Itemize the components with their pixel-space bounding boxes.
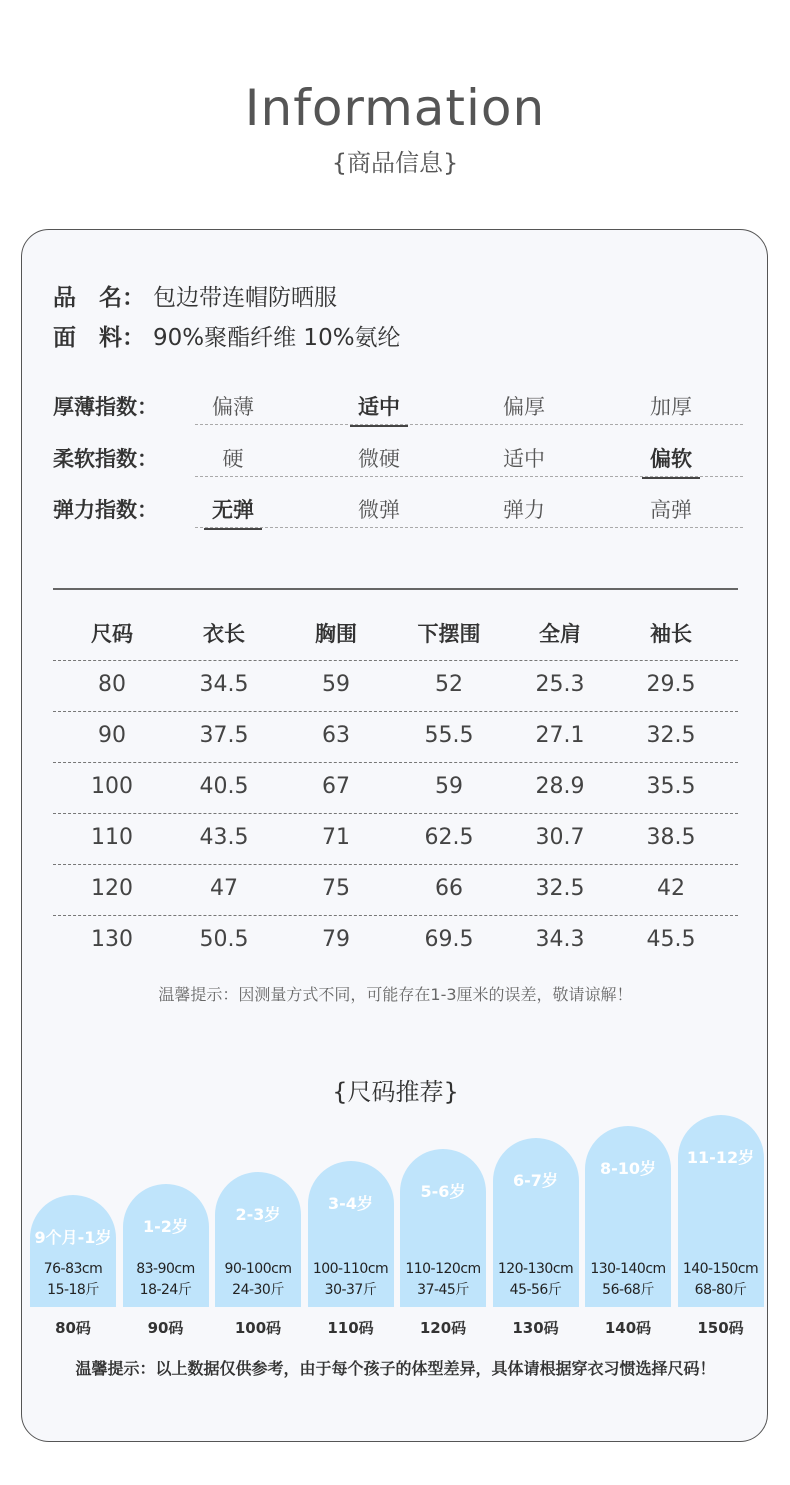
table-header-cell: 胸围 bbox=[315, 622, 357, 646]
thickness-option: 偏薄 bbox=[212, 395, 254, 419]
table-cell: 42 bbox=[657, 876, 685, 901]
table-cell: 120 bbox=[91, 876, 133, 901]
info-card bbox=[21, 229, 768, 1442]
table-cell: 63 bbox=[322, 723, 350, 748]
elasticity-option: 微弹 bbox=[358, 498, 400, 522]
softness-option-selected: 偏软 bbox=[631, 443, 711, 473]
elasticity-option-selected: 无弹 bbox=[193, 494, 273, 524]
table-cell: 34.3 bbox=[535, 927, 585, 952]
size-bar bbox=[585, 1126, 671, 1307]
dashed-divider bbox=[195, 424, 743, 425]
table-cell: 32.5 bbox=[646, 723, 696, 748]
table-header-cell: 下摆围 bbox=[417, 622, 481, 646]
table-cell: 38.5 bbox=[646, 825, 696, 850]
size-bar bbox=[30, 1195, 116, 1307]
bar-age-label: 11-12岁 bbox=[686, 1147, 755, 1167]
size-code-label: 90码 bbox=[147, 1319, 184, 1337]
softness-option: 适中 bbox=[503, 447, 545, 471]
table-cell: 71 bbox=[322, 825, 350, 850]
size-code-label: 120码 bbox=[419, 1319, 467, 1337]
elasticity-index-row bbox=[53, 488, 743, 528]
bar-weight-label: 18-24斤 bbox=[139, 1282, 192, 1298]
size-bar bbox=[123, 1184, 209, 1308]
bar-height-label: 83-90cm bbox=[136, 1261, 195, 1277]
table-header-cell: 袖长 bbox=[650, 622, 692, 646]
recommendation-title: {尺码推荐} bbox=[332, 1078, 459, 1106]
table-cell: 32.5 bbox=[535, 876, 585, 901]
size-bar bbox=[215, 1172, 301, 1307]
bar-height-label: 110-120cm bbox=[405, 1261, 481, 1277]
product-name-row bbox=[53, 283, 337, 313]
table-row bbox=[53, 711, 738, 761]
elasticity-option: 高弹 bbox=[650, 498, 692, 522]
size-bar bbox=[400, 1149, 486, 1307]
product-name-key: 品 名： bbox=[53, 285, 145, 311]
table-cell: 43.5 bbox=[199, 825, 249, 850]
table-cell: 52 bbox=[435, 672, 463, 697]
size-code-label: 100码 bbox=[234, 1319, 282, 1337]
bar-age-label: 3-4岁 bbox=[328, 1193, 373, 1213]
thickness-index-row bbox=[53, 385, 743, 425]
size-code-label: 140码 bbox=[604, 1319, 652, 1337]
table-row bbox=[53, 762, 738, 812]
bar-age-label: 6-7岁 bbox=[513, 1170, 558, 1190]
measurement-tip: 温馨提示：因测量方式不同，可能存在1-3厘米的误差，敬请谅解！ bbox=[158, 985, 633, 1004]
table-cell: 62.5 bbox=[424, 825, 474, 850]
table-row bbox=[53, 660, 738, 710]
bar-age-label: 9个月-1岁 bbox=[34, 1228, 112, 1247]
table-cell: 67 bbox=[322, 774, 350, 799]
table-cell: 50.5 bbox=[199, 927, 249, 952]
size-code-label: 130码 bbox=[512, 1319, 559, 1337]
bar-weight-label: 45-56斤 bbox=[509, 1282, 562, 1298]
table-cell: 90 bbox=[98, 723, 126, 748]
bar-height-label: 100-110cm bbox=[312, 1261, 389, 1277]
table-cell: 27.1 bbox=[535, 723, 585, 748]
table-top-rule bbox=[53, 588, 738, 590]
table-cell: 29.5 bbox=[646, 672, 696, 697]
table-cell: 59 bbox=[435, 774, 463, 799]
bar-weight-label: 37-45斤 bbox=[417, 1282, 469, 1298]
table-cell: 59 bbox=[322, 672, 350, 697]
product-name-value: 包边带连帽防晒服 bbox=[153, 285, 337, 311]
table-header-cell: 全肩 bbox=[539, 622, 581, 646]
recommendation-tip: 温馨提示：以上数据仅供参考，由于每个孩子的体型差异，具体请根据穿衣习惯选择尺码！ bbox=[75, 1359, 716, 1378]
bar-weight-label: 30-37斤 bbox=[324, 1282, 377, 1298]
bar-age-label: 2-3岁 bbox=[235, 1205, 281, 1224]
table-cell: 28.9 bbox=[535, 774, 585, 799]
page-subtitle: {商品信息} bbox=[331, 149, 459, 177]
table-cell: 69.5 bbox=[424, 927, 474, 952]
bar-height-label: 130-140cm bbox=[590, 1261, 666, 1277]
fabric-value: 90%聚酯纤维 10%氨纶 bbox=[153, 325, 401, 351]
table-cell: 35.5 bbox=[646, 774, 696, 799]
table-cell: 37.5 bbox=[199, 723, 249, 748]
elasticity-index-label: 弹力指数： bbox=[53, 498, 158, 522]
table-cell: 80 bbox=[98, 672, 126, 697]
table-cell: 100 bbox=[91, 774, 133, 799]
thickness-index-label: 厚薄指数： bbox=[53, 395, 158, 419]
table-cell: 30.7 bbox=[535, 825, 585, 850]
table-cell: 45.5 bbox=[646, 927, 696, 952]
bar-height-label: 140-150cm bbox=[682, 1261, 759, 1277]
bar-weight-label: 68-80斤 bbox=[694, 1282, 747, 1298]
bar-age-label: 5-6岁 bbox=[420, 1182, 466, 1201]
thickness-option: 加厚 bbox=[650, 395, 692, 419]
page-title: Information bbox=[244, 79, 546, 137]
table-row bbox=[53, 864, 738, 914]
table-header-cell: 尺码 bbox=[91, 622, 133, 646]
thickness-option: 偏厚 bbox=[503, 395, 545, 419]
fabric-key: 面 料： bbox=[53, 325, 145, 351]
table-cell: 34.5 bbox=[199, 672, 249, 697]
table-cell: 40.5 bbox=[199, 774, 249, 799]
size-code-label: 80码 bbox=[55, 1319, 91, 1337]
table-row bbox=[53, 813, 738, 863]
size-bar bbox=[308, 1161, 394, 1308]
thickness-option-selected: 适中 bbox=[339, 391, 419, 421]
table-header-cell: 衣长 bbox=[203, 622, 245, 646]
bar-weight-label: 56-68斤 bbox=[602, 1282, 654, 1298]
table-cell: 75 bbox=[322, 876, 350, 901]
bar-weight-label: 24-30斤 bbox=[232, 1282, 284, 1298]
size-bar bbox=[678, 1115, 764, 1308]
bar-weight-label: 15-18斤 bbox=[47, 1282, 99, 1298]
bar-age-label: 1-2岁 bbox=[143, 1216, 188, 1236]
dashed-divider bbox=[195, 527, 743, 528]
table-cell: 47 bbox=[210, 876, 238, 901]
bar-age-label: 8-10岁 bbox=[599, 1159, 657, 1178]
table-cell: 55.5 bbox=[424, 723, 474, 748]
fabric-row bbox=[53, 323, 401, 353]
size-bar bbox=[493, 1138, 579, 1308]
table-cell: 130 bbox=[91, 927, 133, 952]
softness-option: 硬 bbox=[222, 447, 244, 471]
table-header-row bbox=[53, 606, 738, 656]
table-cell: 66 bbox=[435, 876, 463, 901]
bar-height-label: 90-100cm bbox=[224, 1261, 292, 1277]
bar-height-label: 76-83cm bbox=[43, 1261, 103, 1277]
table-cell: 25.3 bbox=[535, 672, 585, 697]
table-cell: 79 bbox=[322, 927, 350, 952]
size-code-label: 150码 bbox=[697, 1319, 744, 1337]
softness-option: 微硬 bbox=[358, 447, 400, 471]
elasticity-option: 弹力 bbox=[503, 498, 545, 522]
bar-height-label: 120-130cm bbox=[497, 1261, 574, 1277]
size-code-label: 110码 bbox=[327, 1319, 374, 1337]
softness-index-row bbox=[53, 437, 743, 477]
softness-index-label: 柔软指数： bbox=[53, 447, 158, 471]
table-cell: 110 bbox=[91, 825, 133, 850]
table-row bbox=[53, 915, 738, 965]
